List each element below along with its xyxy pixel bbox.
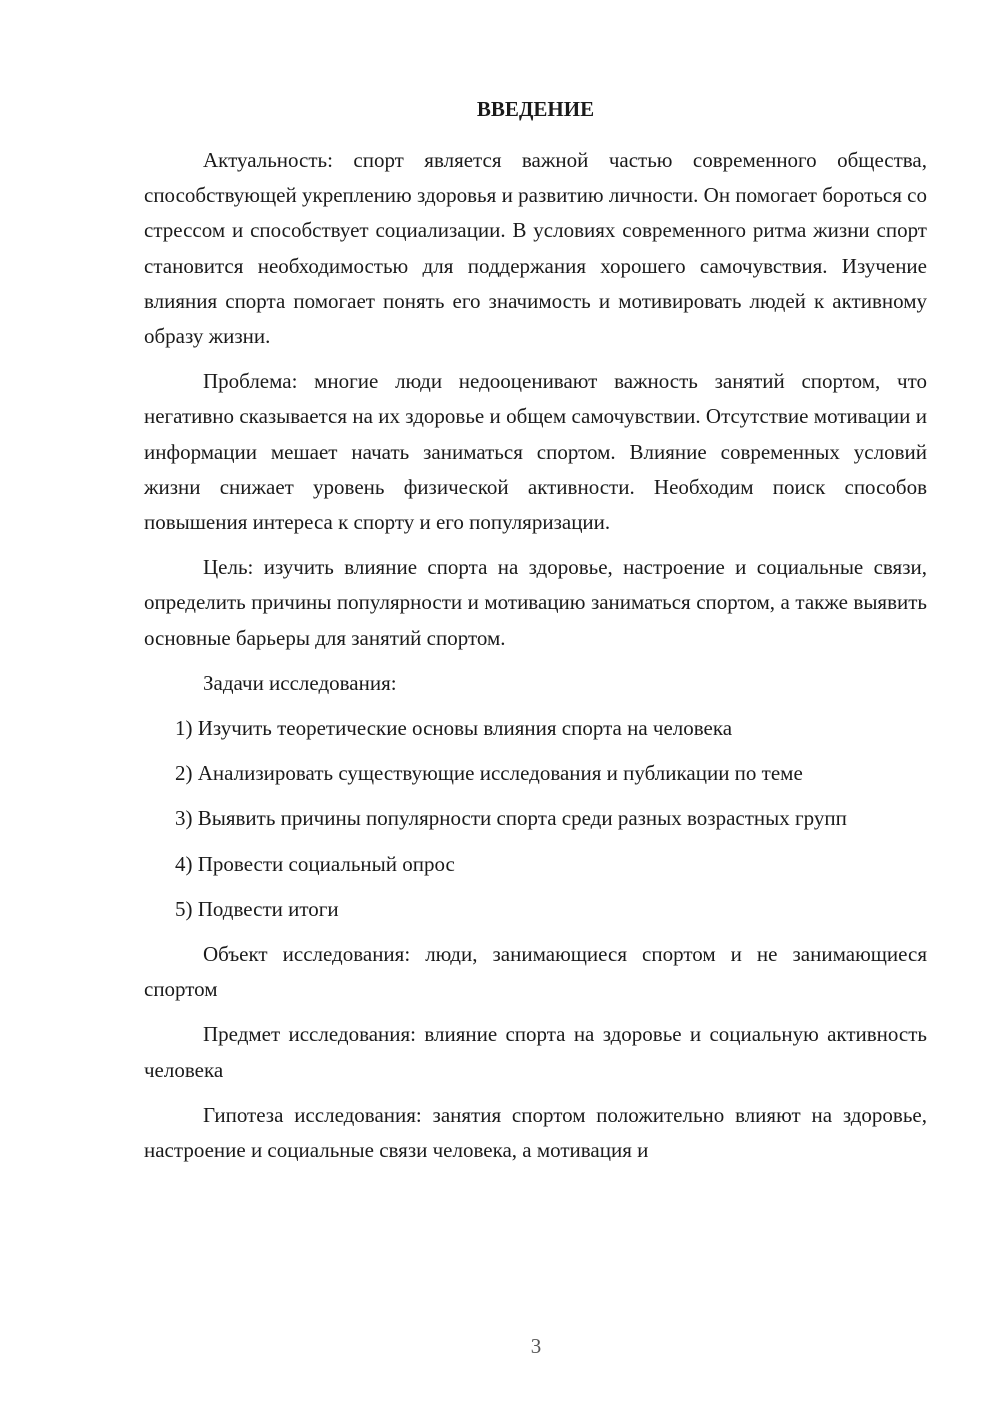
tasks-heading: Задачи исследования: xyxy=(203,670,397,695)
page-title: ВВЕДЕНИЕ xyxy=(476,97,595,121)
task-item: 1) Изучить теоретические основы влияния спорта на человека xyxy=(175,716,733,741)
paragraph-goal: Цель: изучить влияние спорта на здоровье, настроение и социальные связи, определить причины популярности и мотивацию заниматься спортом, а также выявить основные барьеры для занятий спортом. xyxy=(144,555,927,650)
document-page xyxy=(144,92,927,1178)
task-item: 3) Выявить причины популярности спорта среди разных возрастных групп xyxy=(175,806,847,831)
paragraph-object: Объект исследования: люди, занимающиеся спортом и не занимающиеся спортом xyxy=(144,942,927,1002)
paragraph-hypothesis: Гипотеза исследования: занятия спортом положительно влияют на здоровье, настроение и социальные связи человека, а мотивация и xyxy=(144,1102,927,1163)
paragraph-relevance: Актуальность: спорт является важной частью современного общества, способствующей укреплению здоровья и развитию личности. Он помогает бороться со стрессом и способствует социализации. В условиях современного ритма жизни спорт становится необходимостью для поддержания хорошего самочувствия. Изучение влияния спорта помогает понять его значимость и мотивировать людей к активному образу жизни. xyxy=(144,148,927,349)
paragraph-subject: Предмет исследования: влияние спорта на здоровье и социальную активность человека xyxy=(144,1022,927,1082)
page-number: 3 xyxy=(530,1334,542,1358)
task-item: 5) Подвести итоги xyxy=(175,896,339,921)
task-item: 4) Провести социальный опрос xyxy=(175,851,455,876)
task-item: 2) Анализировать существующие исследования и публикации по теме xyxy=(175,761,803,786)
paragraph-problem: Проблема: многие люди недооценивают важность занятий спортом, что негативно сказывается на их здоровье и общем самочувствии. Отсутствие мотивации и информации мешает начать заниматься спортом. Влияние современных условий жизни снижает уровень физической активности. Необходим поиск способов повышения интереса к спорту и его популяризации. xyxy=(144,369,927,535)
